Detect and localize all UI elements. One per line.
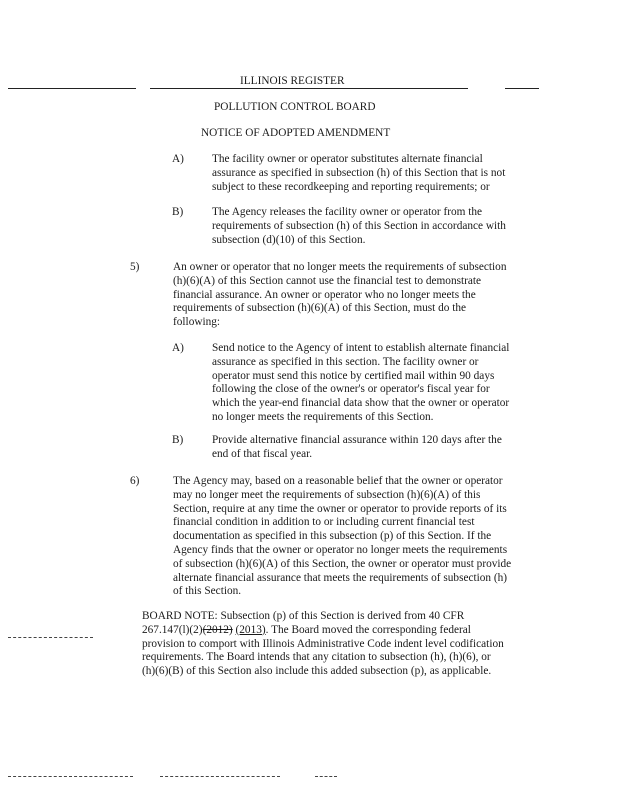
paragraph-line: following: <box>173 316 221 329</box>
agency-title: POLLUTION CONTROL BOARD <box>214 101 376 113</box>
paragraph-line: The facility owner or operator substitutes alternate financial <box>212 153 483 165</box>
item-paragraph <box>212 153 505 194</box>
paragraph-line: Section, require at any time the owner or operator to provide reports of its <box>173 502 507 515</box>
paragraph-line: (h)(6)(A) of this Section cannot use the financial test to demonstrate <box>173 274 482 287</box>
item-label: A) <box>172 342 184 354</box>
paragraph-line: The Agency releases the facility owner or operator from the <box>212 206 483 218</box>
header-rule-main <box>150 88 468 89</box>
item-label: B) <box>172 434 184 446</box>
notice-title: NOTICE OF ADOPTED AMENDMENT <box>201 127 391 139</box>
paragraph-line: which the year-end financial data show that the owner or operator <box>212 397 510 410</box>
paragraph-line: Send notice to the Agency of intent to establish alternate financial <box>212 342 510 354</box>
item-paragraph <box>212 342 509 425</box>
item-label: 6) <box>130 475 140 487</box>
inserted-text: (2013) <box>235 623 266 636</box>
paragraph-line: Agency finds that the owner or operator no longer meets the requirements <box>173 543 508 556</box>
scan-artifact-line <box>8 776 133 778</box>
header-rule-left <box>8 88 136 89</box>
board-note-line: BOARD NOTE: Subsection (p) of this Section is derived from 40 CFR <box>142 610 465 622</box>
paragraph-line: end of that fiscal year. <box>212 447 313 460</box>
paragraph-line: following the close of the owner's or operator's fiscal year for <box>212 383 490 396</box>
board-note-text: . The Board moved the corresponding federal <box>265 623 471 636</box>
board-note <box>142 610 504 679</box>
paragraph-line: An owner or operator that no longer meets the requirements of subsection <box>173 261 507 273</box>
paragraph-line: financial condition in addition to or including current financial test <box>173 516 475 529</box>
board-note-line: (h)(6)(B) of this Section also include this added subsection (p), as applicable. <box>142 665 492 678</box>
scan-artifact-line <box>8 637 93 639</box>
paragraph-line: requirements of subsection (h)(6)(A) of this Section, must do the <box>173 302 467 315</box>
item-paragraph <box>212 206 506 247</box>
item-paragraph <box>173 261 506 330</box>
paragraph-line: alternate financial assurance that meets the requirements of subsection (h) <box>173 571 508 584</box>
board-note-line: provision to comport with Illinois Administrative Code indent level codification <box>142 637 504 650</box>
paragraph-line: documentation as specified in this subsection (p) of this Section. If the <box>173 530 492 543</box>
paragraph-line: subsection (d)(10) of this Section. <box>212 233 366 246</box>
paragraph-line: no longer meets the requirements of this Section. <box>212 410 434 423</box>
paragraph-line: financial assurance. An owner or operator who no longer meets the <box>173 288 476 301</box>
register-title: ILLINOIS REGISTER <box>240 75 345 87</box>
paragraph-line: assurance as specified in subsection (h) of this Section that is not <box>212 166 506 179</box>
citation: 267.147(l)(2) <box>142 623 203 636</box>
item-label: A) <box>172 153 184 165</box>
board-note-line: requirements. The Board intends that any citation to subsection (h), (h)(6), or <box>142 651 491 664</box>
scan-artifact-line <box>160 776 280 778</box>
paragraph-line: may no longer meet the requirements of subsection (h)(6)(A) of this <box>173 488 481 501</box>
paragraph-line: Provide alternative financial assurance within 120 days after the <box>212 434 502 446</box>
header-rule-right <box>505 88 539 89</box>
paragraph-line: of subsection (h)(6)(A) of this Section, the owner or operator must provide <box>173 557 512 570</box>
paragraph-line: requirements of subsection (h) of this Section in accordance with <box>212 219 506 232</box>
item-label: B) <box>172 206 184 218</box>
scan-artifact-line <box>315 776 337 778</box>
board-note-line <box>142 624 504 638</box>
paragraph-line: assurance as specified in this section. The facility owner or <box>212 355 479 368</box>
paragraph-line: subject to these recordkeeping and reporting requirements; or <box>212 180 490 193</box>
deleted-text: (2012) <box>202 623 233 636</box>
paragraph-line: operator must send this notice by certified mail within 90 days <box>212 369 495 382</box>
paragraph-line: The Agency may, based on a reasonable belief that the owner or operator <box>173 475 503 487</box>
paragraph-line: of this Section. <box>173 585 242 598</box>
item-paragraph <box>212 434 502 462</box>
item-paragraph <box>173 475 511 599</box>
item-label: 5) <box>130 261 140 273</box>
